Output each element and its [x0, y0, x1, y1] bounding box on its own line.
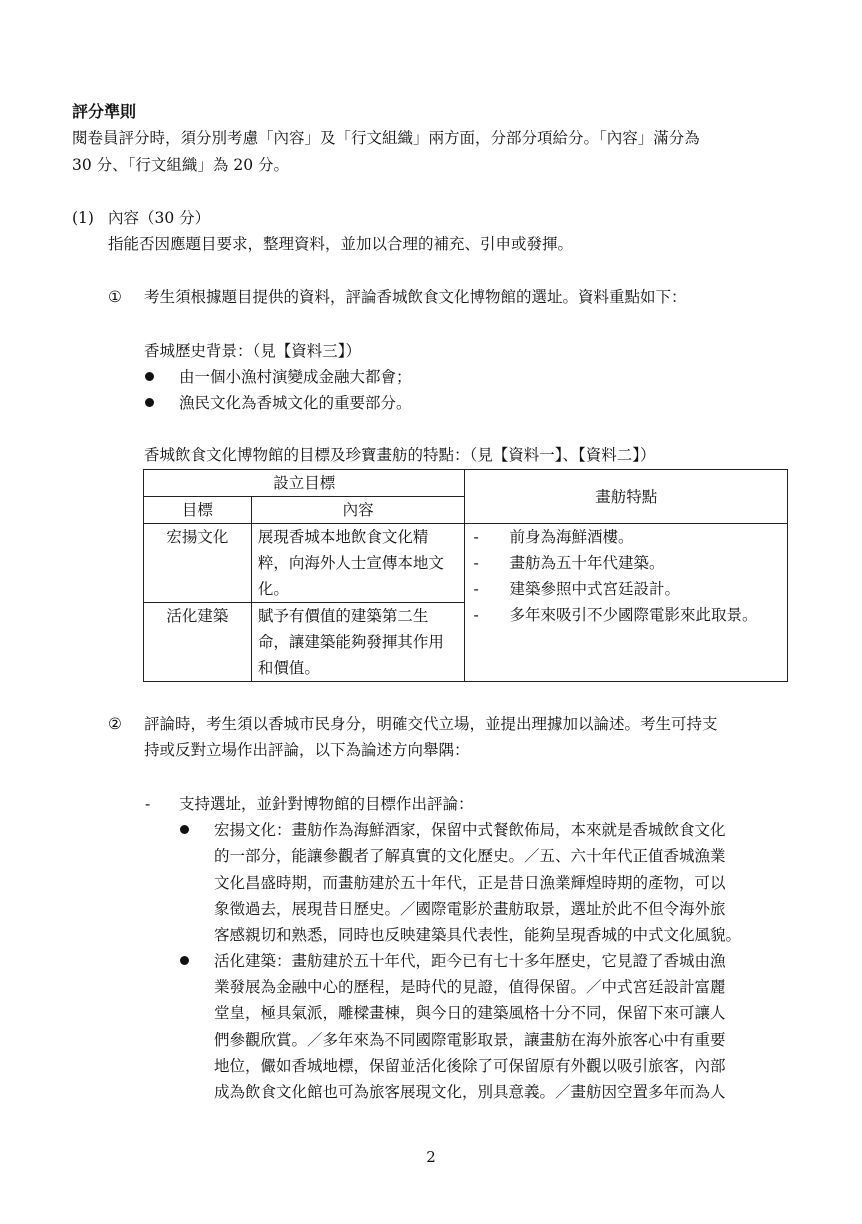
table-header-content: 內容: [251, 497, 465, 524]
support-dash: -: [145, 795, 151, 813]
section-description: 指能否因應題目要求，整理資料，並加以合理的補充、引申或發揮。: [108, 235, 574, 253]
point-1-text: 考生須根據題目提供的資料，評論香城飲食文化博物館的選址。資料重點如下：: [144, 288, 687, 306]
feature-item: - 建築參照中式宮廷設計。: [471, 576, 781, 602]
feature-text: 前身為海鮮酒樓。: [509, 528, 634, 546]
feature-text: 建築參照中式宮廷設計。: [509, 580, 680, 598]
feature-text: 畫舫為五十年代建築。: [509, 554, 665, 572]
table-row-content: 展現香城本地飲食文化精粹，向海外人士宣傳本地文化。: [251, 524, 465, 603]
history-bullet-2: 漁民文化為香城文化的重要部分。: [179, 394, 412, 412]
support-bullet-2-line: 地位，儼如香城地標，保留並活化後除了可保留原有外觀以吸引旅客，內部: [214, 1057, 726, 1075]
support-bullet-1-line: 宏揚文化：畫舫作為海鮮酒家，保留中式餐飲佈局，本來就是香城飲食文化: [214, 821, 726, 839]
table-row-goal: 活化建築: [144, 603, 252, 682]
history-title: 香城歷史背景：（見【資料三】）: [144, 342, 362, 360]
feature-text: 多年來吸引不少國際電影來此取景。: [509, 606, 758, 624]
support-bullet-1-line: 客感親切和熟悉，同時也反映建築具代表性，能夠呈現香城的中式文化風貌。: [214, 926, 742, 944]
support-bullet-2-line: 成為飲食文化館也可為旅客展現文化，別具意義。／畫舫因空置多年而為人: [214, 1083, 726, 1101]
page-number: 2: [426, 1148, 436, 1166]
section-heading: 評分準則: [72, 102, 137, 121]
bullet-icon: [180, 825, 189, 834]
support-bullet-2-line: 堂皇，極具氣派，雕樑畫棟，與今日的建築風格十分不同，保留下來可讓人: [214, 1004, 726, 1022]
table-features-cell: [465, 524, 788, 682]
bullet-icon: [145, 398, 154, 407]
feature-item: - 畫舫為五十年代建築。: [471, 550, 781, 576]
section-title: 內容（30 分）: [108, 209, 211, 227]
intro-line-1: 閱卷員評分時，須分別考慮「內容」及「行文組織」兩方面，分部分項給分。「內容」滿分為: [72, 129, 700, 147]
support-bullet-2-line: 業發展為金融中心的歷程，是時代的見證，值得保留。／中式宮廷設計富麗: [214, 978, 726, 996]
support-bullet-1-line: 的一部分，能讓參觀者了解真實的文化歷史。／五、六十年代正值香城漁業: [214, 847, 726, 865]
intro-line-2: 30 分、「行文組織」為 20 分。: [72, 156, 289, 174]
section-number: (1): [72, 209, 94, 227]
point-2-line-2: 持或反對立場作出評論，以下為論述方向舉隅：: [144, 741, 470, 759]
table-header-goal: 目標: [144, 497, 252, 524]
bullet-icon: [180, 956, 189, 965]
table-caption: 香城飲食文化博物館的目標及珍寶畫舫的特點：（見【資料一】、【資料二】）: [144, 446, 656, 464]
support-bullet-2-line: 們參觀欣賞。／多年來為不同國際電影取景，讓畫舫在海外旅客心中有重要: [214, 1031, 726, 1049]
history-bullet-1: 由一個小漁村演變成金融大都會；: [179, 368, 412, 386]
goals-features-table: [143, 469, 788, 682]
support-bullet-1-line: 象徵過去，展現昔日歷史。／國際電影於畫舫取景，選址於此不但令海外旅: [214, 900, 726, 918]
point-2-line-1: 評論時，考生須以香城市民身分，明確交代立場，並提出理據加以論述。考生可持支: [144, 715, 718, 733]
feature-item: - 多年來吸引不少國際電影來此取景。: [471, 602, 781, 628]
table-row-goal: 宏揚文化: [144, 524, 252, 603]
table-header-features: 畫舫特點: [465, 470, 788, 524]
support-bullet-1-line: 文化昌盛時期，而畫舫建於五十年代，正是昔日漁業輝煌時期的產物，可以: [214, 874, 726, 892]
support-bullet-2-line: 活化建築：畫舫建於五十年代，距今已有七十多年歷史，它見證了香城由漁: [214, 952, 726, 970]
table-row-content: 賦予有價值的建築第二生命，讓建築能夠發揮其作用和價值。: [251, 603, 465, 682]
bullet-icon: [145, 372, 154, 381]
feature-item: - 前身為海鮮酒樓。: [471, 524, 781, 550]
point-1-marker: ①: [108, 288, 122, 306]
table-header-goals-group: 設立目標: [144, 470, 465, 497]
support-title: 支持選址，並針對博物館的目標作出評論：: [179, 795, 474, 813]
point-2-marker: ②: [108, 715, 122, 733]
